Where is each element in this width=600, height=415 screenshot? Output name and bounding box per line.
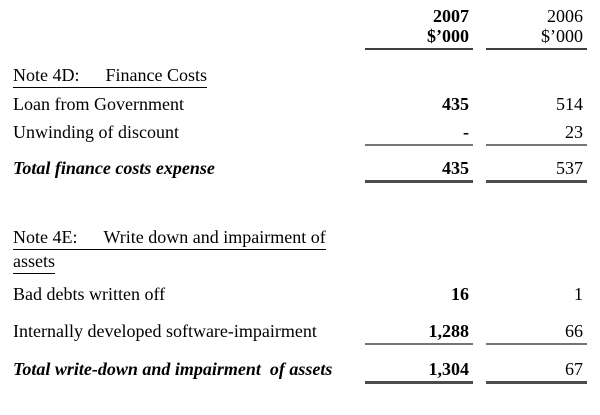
row-label: Unwinding of discount (13, 122, 179, 142)
row-label: Loan from Government (13, 94, 184, 114)
column-header-2006 (486, 6, 587, 50)
table-row (13, 94, 587, 114)
value-2006: 66 (486, 321, 587, 345)
unit-2007: $’000 (427, 26, 469, 46)
note-4d-title: Finance Costs (105, 65, 207, 85)
total-value-2006: 67 (486, 359, 587, 384)
total-value-2006: 537 (486, 158, 587, 183)
note-4e-title-continued: assets (13, 251, 55, 274)
row-label: Bad debts written off (13, 284, 166, 304)
column-header-2007 (365, 6, 473, 50)
total-value-2007: 435 (365, 158, 473, 183)
total-value-2007: 1,304 (365, 359, 473, 384)
note-4d-heading-text (13, 65, 207, 88)
value-2006: 1 (574, 284, 583, 304)
note-4e-heading-line1 (13, 227, 587, 247)
note-4e-heading (13, 227, 587, 271)
table-row (13, 122, 587, 146)
value-2006: 23 (486, 122, 587, 146)
year-2007: 2007 (433, 6, 469, 26)
table-row (13, 321, 587, 345)
value-2006: 514 (556, 94, 583, 114)
total-row (13, 158, 587, 183)
value-2007: 435 (442, 94, 469, 114)
table-row (13, 284, 587, 304)
year-2006: 2006 (547, 6, 583, 26)
note-4e-heading-text (13, 227, 326, 250)
total-row-label: Total finance costs expense (13, 158, 215, 178)
note-4e-heading-line2 (13, 251, 587, 271)
value-2007: 16 (451, 284, 469, 304)
note-4d-heading (13, 65, 587, 85)
note-4e-title: Write down and impairment of (103, 227, 326, 247)
value-2007: - (365, 122, 473, 146)
note-4e-label: Note 4E: (13, 227, 78, 247)
note-4d-label: Note 4D: (13, 65, 80, 85)
total-row (13, 359, 587, 384)
table-header (13, 6, 587, 50)
value-2007: 1,288 (365, 321, 473, 345)
row-label: Internally developed software-impairment (13, 321, 317, 341)
unit-2006: $’000 (541, 26, 583, 46)
total-row-label: Total write-down and impairment of assets (13, 359, 333, 379)
